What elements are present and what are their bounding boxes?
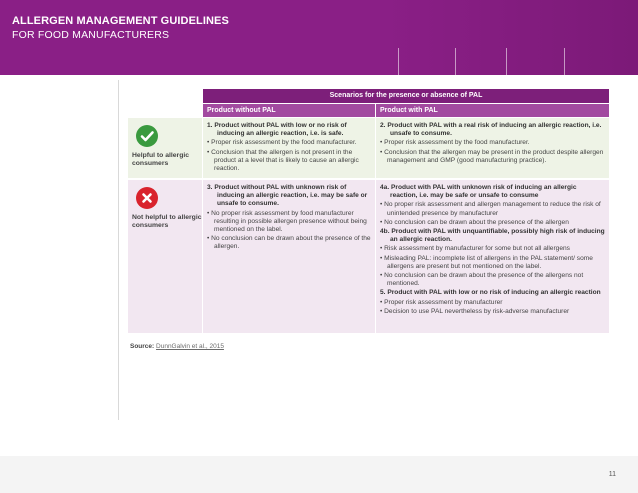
column-header-without-pal: Product without PAL (203, 104, 375, 117)
scenario-heading: Scenarios for the presence or absence of PAL (203, 89, 609, 103)
row-label-helpful (128, 118, 202, 178)
header-tab-dividers (398, 48, 638, 75)
cross-icon (136, 187, 158, 209)
row-label-not-helpful (128, 180, 202, 333)
source-note (130, 343, 224, 350)
header-subtitle: FOR FOOD MANUFACTURERS (12, 29, 170, 41)
row-label-text: Helpful to allergic consumers (132, 152, 190, 167)
left-divider (118, 80, 119, 420)
scenario-cell-2: 2. Product with PAL with a real risk of inducing an allergic reaction, i.e. unsafe to consume. • Proper risk assessment by the food manufacturer. • Conclusion that the allergen may be present in the product despite allergen management and GMP (good manufacturing practice). (376, 118, 609, 178)
column-header-with-pal: Product with PAL (376, 104, 609, 117)
source-label: Source: (130, 343, 155, 350)
scenario-cell-1: 1. Product without PAL with low or no risk of inducing an allergic reaction, i.e. is safe. • Proper risk assessment by the food manufacturer. • Conclusion that the allergen is not present in the product at a level that is likely to cause an allergic reaction. (203, 118, 375, 178)
scenario-cell-4-5: 4a. Product with PAL with unknown risk of inducing an allergic reaction, i.e. may be safe or unsafe to consume • No proper risk assessment and allergen management to reduce the risk of unintended presence by manufacturer • No conclusion can be drawn about the presence of the allergen 4b. Product with PAL with unquantifiable, possibly high risk of inducing an allergic reaction. • Risk assessment by manufacturer for some but not all allergens • Misleading PAL: incomplete list of allergens in the PAL statement/ some allergens are present but not mentioned on the label. • No conclusion can be drawn about the presence of the allergens not mentioned. 5. Product with PAL with low or no risk of inducing an allergic reaction • Proper risk assessment by manufacturer • Decision to use PAL nevertheless by risk-adverse manufacturer (376, 180, 609, 333)
header-title: ALLERGEN MANAGEMENT GUIDELINES (12, 15, 229, 27)
page-number: 11 (608, 471, 616, 478)
check-icon (136, 125, 158, 147)
source-link[interactable]: DunnGalvin et al., 2015 (156, 343, 224, 350)
page-footer (0, 456, 638, 493)
scenario-cell-3: 3. Product without PAL with unknown risk of inducing an allergic reaction, i.e. may be safe or unsafe to consume. • No proper risk assessment by food manufacturer resulting in possible allergen presence without being mentioned on the label. • No conclusion can be drawn about the presence of the allergen. (203, 180, 375, 333)
row-label-text: Not helpful to allergic consumers (132, 214, 202, 229)
page-header (0, 0, 638, 75)
